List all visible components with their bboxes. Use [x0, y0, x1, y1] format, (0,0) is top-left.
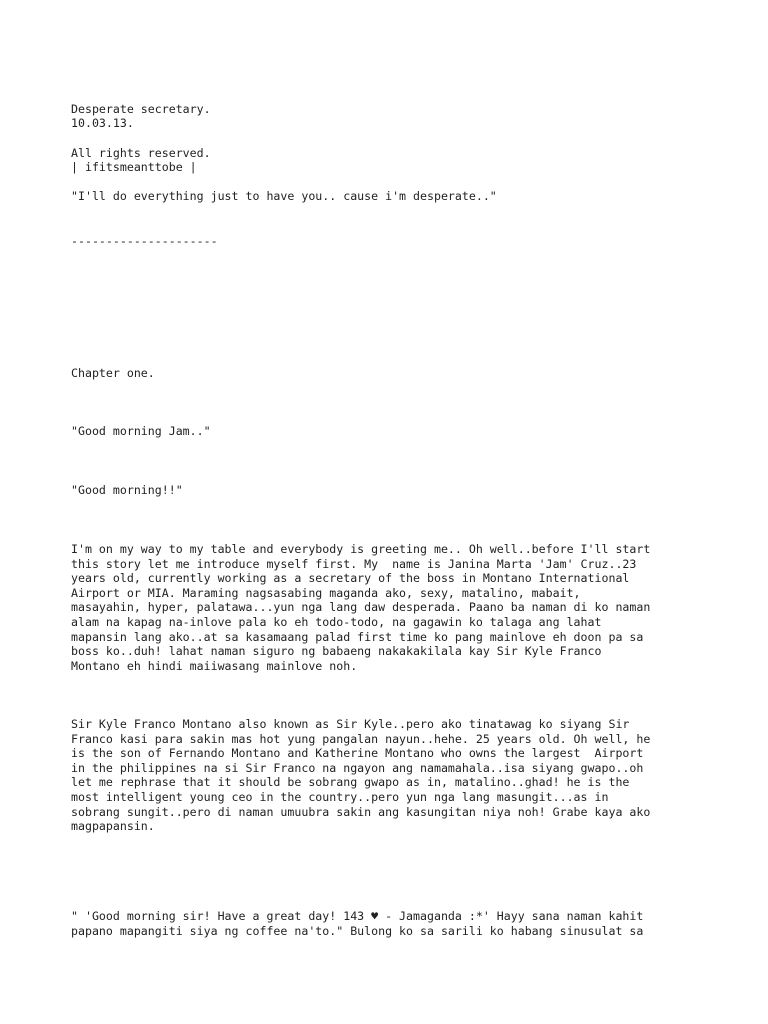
story-paragraph: I'm on my way to my table and everybody is greeting me.. Oh well..before I'll start this story let me introduce myself first. My name is Janina Marta 'Jam' Cruz..23 years old, currently working as a secretary of the boss in Montano International Airport or MIA. Maraming nagsasabing maganda ako, sexy, matalino, mabait, masayahin, hyper, palatawa...yun nga lang daw desperada. Paano ba naman di ko naman alam na kapag na-inlove pala ko eh todo-todo, na gagawin ko talaga ang lahat mapansin lang ako..at sa kasamaang palad first time ko pang mainlove eh doon pa sa boss ko..duh! lahat naman siguro ng babaeng nakakakilala kay Sir Kyle Franco Montano eh hindi maiiwasang mainlove noh.	[71, 542, 651, 673]
author-name: | ifitsmeanttobe |	[71, 160, 197, 174]
rights-notice: All rights reserved.	[71, 146, 211, 160]
story-tagline: "I'll do everything just to have you.. cause i'm desperate.."	[71, 189, 497, 203]
section-separator: ---------------------	[71, 234, 218, 248]
story-paragraph: " 'Good morning sir! Have a great day! 143 ♥ - Jamaganda :*' Hayy sana naman kahit papano mapangiti siya ng coffee na'to." Bulong ko sa sarili ko habang sinusulat sa	[71, 909, 644, 938]
story-title: Desperate secretary.	[71, 102, 211, 116]
dialogue-line: "Good morning Jam.."	[71, 424, 211, 438]
chapter-heading: Chapter one.	[71, 366, 155, 380]
story-paragraph: Sir Kyle Franco Montano also known as Sir Kyle..pero ako tinatawag ko siyang Sir Franco kasi para sakin mas hot yung pangalan nayun..hehe. 25 years old. Oh well, he is the son of Fernando Montano and Katherine Montano who owns the largest Airport in the philippines na si Sir Franco na ngayon ang namamahala..isa siyang gwapo..oh let me rephrase that it should be sobrang gwapo as in, matalino..ghad! he is the most intelligent young ceo in the country..pero yun nga lang masungit...as in sobrang sungit..pero di naman umuubra sakin ang kasungitan niya noh! Grabe kaya ako magpapansin.	[71, 717, 651, 834]
story-date: 10.03.13.	[71, 116, 134, 130]
dialogue-line: "Good morning!!"	[71, 483, 183, 497]
